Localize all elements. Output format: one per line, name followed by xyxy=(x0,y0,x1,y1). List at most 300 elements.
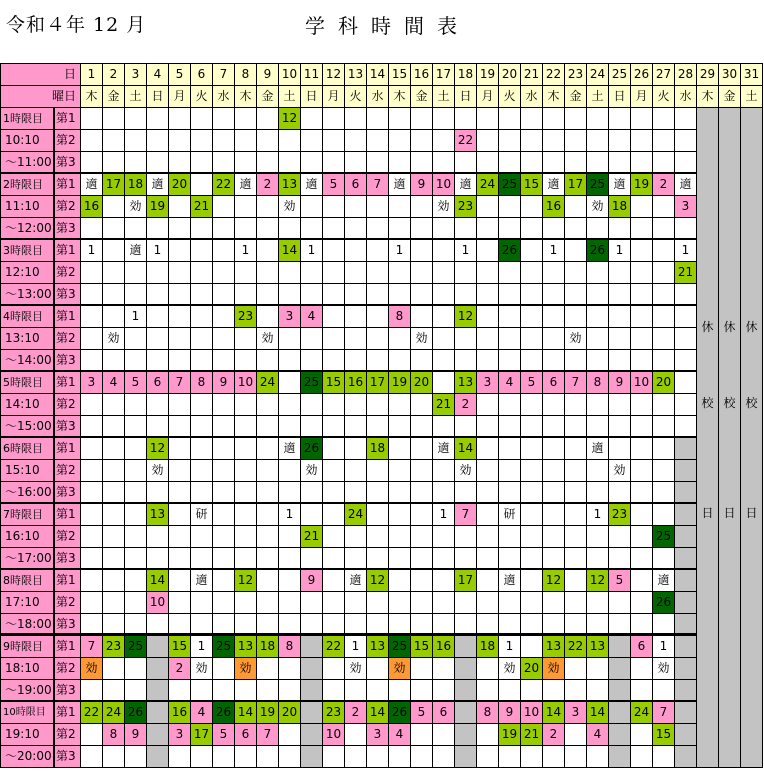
empty-cell xyxy=(344,547,367,570)
schedule-entry: 22 xyxy=(564,635,587,658)
sub-period-label: 第1 xyxy=(54,107,81,130)
empty-cell xyxy=(388,547,411,570)
period-divider xyxy=(0,238,696,240)
period-end: ～17:00 xyxy=(0,547,54,570)
period-end: ～13:00 xyxy=(0,283,54,306)
empty-cell xyxy=(212,195,235,218)
empty-cell xyxy=(410,525,433,548)
empty-cell xyxy=(498,525,521,548)
empty-cell xyxy=(212,151,235,174)
empty-cell xyxy=(300,107,323,130)
schedule-entry: 9 xyxy=(212,371,235,394)
empty-cell xyxy=(564,283,587,306)
empty-cell xyxy=(366,239,389,262)
schedule-entry: 1 xyxy=(344,635,367,658)
empty-cell xyxy=(256,481,279,504)
empty-cell xyxy=(256,459,279,482)
period-name: 10時限目 xyxy=(0,701,54,724)
empty-cell xyxy=(388,525,411,548)
empty-cell xyxy=(344,525,367,548)
empty-cell xyxy=(190,547,213,570)
day-number: 6 xyxy=(190,63,213,86)
schedule-entry: 3 xyxy=(476,371,499,394)
empty-cell xyxy=(542,393,565,416)
day-number: 15 xyxy=(388,63,411,86)
empty-cell xyxy=(102,459,125,482)
schedule-entry: 7 xyxy=(168,371,191,394)
empty-cell xyxy=(454,415,477,438)
empty-cell xyxy=(630,745,653,768)
empty-cell xyxy=(168,481,191,504)
schedule-entry: 19 xyxy=(498,723,521,746)
empty-cell xyxy=(476,481,499,504)
day-number: 13 xyxy=(344,63,367,86)
empty-cell xyxy=(80,327,103,350)
period-name: 5時限目 xyxy=(0,371,54,394)
empty-cell xyxy=(124,261,147,284)
day-number: 4 xyxy=(146,63,169,86)
period-name: 6時限目 xyxy=(0,437,54,460)
schedule-entry: 1 xyxy=(608,239,631,262)
schedule-entry: 3 xyxy=(80,371,103,394)
empty-cell xyxy=(256,503,279,526)
empty-cell xyxy=(278,657,301,680)
schedule-entry: 適 xyxy=(498,569,521,592)
empty-cell xyxy=(102,679,125,702)
empty-cell xyxy=(388,327,411,350)
empty-cell xyxy=(652,745,675,768)
day-number: 20 xyxy=(498,63,521,86)
empty-cell xyxy=(520,107,543,130)
empty-cell xyxy=(564,459,587,482)
schedule-entry: 24 xyxy=(344,503,367,526)
weekday-name: 木 xyxy=(80,85,103,108)
schedule-entry: 19 xyxy=(146,195,169,218)
schedule-entry: 13 xyxy=(366,635,389,658)
empty-cell xyxy=(454,107,477,130)
empty-cell xyxy=(344,327,367,350)
schedule-entry: 18 xyxy=(476,635,499,658)
empty-cell xyxy=(476,679,499,702)
empty-cell xyxy=(190,349,213,372)
schedule-entry: 26 xyxy=(212,701,235,724)
empty-cell xyxy=(432,481,455,504)
schedule-entry: 1 xyxy=(498,635,521,658)
empty-cell xyxy=(652,415,675,438)
empty-cell xyxy=(256,437,279,460)
empty-cell xyxy=(652,217,675,240)
empty-cell xyxy=(344,679,367,702)
empty-cell xyxy=(410,261,433,284)
empty-cell xyxy=(410,305,433,328)
schedule-entry: 効 xyxy=(410,327,433,350)
weekday-name: 日 xyxy=(454,85,477,108)
weekday-name: 木 xyxy=(542,85,565,108)
empty-cell xyxy=(410,393,433,416)
empty-cell xyxy=(520,525,543,548)
empty-cell xyxy=(80,261,103,284)
closed-label: 校 xyxy=(701,396,714,410)
schedule-entry: 22 xyxy=(322,635,345,658)
empty-cell xyxy=(344,745,367,768)
schedule-entry: 2 xyxy=(168,657,191,680)
empty-cell xyxy=(608,701,631,724)
schedule-entry: 15 xyxy=(322,371,345,394)
schedule-entry: 19 xyxy=(256,701,279,724)
schedule-entry: 10 xyxy=(322,723,345,746)
weekday-name: 月 xyxy=(476,85,499,108)
empty-cell xyxy=(630,261,653,284)
schedule-entry: 21 xyxy=(674,261,697,284)
empty-cell xyxy=(630,481,653,504)
empty-cell xyxy=(278,327,301,350)
schedule-entry: 15 xyxy=(520,173,543,196)
empty-cell xyxy=(652,349,675,372)
empty-cell xyxy=(366,261,389,284)
weekday-name: 火 xyxy=(498,85,521,108)
empty-cell xyxy=(520,327,543,350)
empty-cell xyxy=(300,503,323,526)
empty-cell xyxy=(674,503,697,526)
schedule-entry: 13 xyxy=(454,371,477,394)
empty-cell xyxy=(608,591,631,614)
empty-cell xyxy=(388,679,411,702)
closed-label: 日 xyxy=(723,506,736,520)
empty-cell xyxy=(586,745,609,768)
period-divider xyxy=(0,568,696,570)
empty-cell xyxy=(410,657,433,680)
empty-cell xyxy=(410,239,433,262)
empty-cell xyxy=(674,547,697,570)
empty-cell xyxy=(80,437,103,460)
empty-cell xyxy=(542,459,565,482)
empty-cell xyxy=(564,415,587,438)
empty-cell xyxy=(476,239,499,262)
empty-cell xyxy=(190,591,213,614)
schedule-entry: 21 xyxy=(432,393,455,416)
empty-cell xyxy=(454,745,477,768)
schedule-entry: 1 xyxy=(454,239,477,262)
empty-cell xyxy=(652,459,675,482)
schedule-entry: 16 xyxy=(432,635,455,658)
schedule-entry: 効 xyxy=(388,657,411,680)
empty-cell xyxy=(674,305,697,328)
empty-cell xyxy=(234,525,257,548)
empty-cell xyxy=(256,151,279,174)
empty-cell xyxy=(476,503,499,526)
empty-cell xyxy=(344,195,367,218)
weekday-name: 土 xyxy=(740,85,763,108)
empty-cell xyxy=(212,745,235,768)
schedule-entry: 5 xyxy=(608,569,631,592)
empty-cell xyxy=(146,283,169,306)
schedule-entry: 6 xyxy=(542,371,565,394)
empty-cell xyxy=(542,261,565,284)
empty-cell xyxy=(652,261,675,284)
empty-cell xyxy=(190,679,213,702)
month-label: 令和４年 12 月 xyxy=(6,14,147,36)
empty-cell xyxy=(278,217,301,240)
empty-cell xyxy=(278,525,301,548)
empty-cell xyxy=(366,591,389,614)
empty-cell xyxy=(124,415,147,438)
empty-cell xyxy=(124,745,147,768)
empty-cell xyxy=(542,415,565,438)
schedule-entry: 16 xyxy=(80,195,103,218)
empty-cell xyxy=(564,679,587,702)
empty-cell xyxy=(300,745,323,768)
schedule-entry: 20 xyxy=(652,371,675,394)
weekday-name: 土 xyxy=(278,85,301,108)
schedule-entry: 4 xyxy=(102,371,125,394)
empty-cell xyxy=(608,129,631,152)
empty-cell xyxy=(630,569,653,592)
schedule-entry: 13 xyxy=(542,635,565,658)
empty-cell xyxy=(146,305,169,328)
empty-cell xyxy=(498,459,521,482)
empty-cell xyxy=(388,393,411,416)
empty-cell xyxy=(410,283,433,306)
schedule-entry: 4 xyxy=(190,701,213,724)
empty-cell xyxy=(278,349,301,372)
sub-period-label: 第1 xyxy=(54,173,81,196)
empty-cell xyxy=(278,591,301,614)
schedule-entry: 23 xyxy=(608,503,631,526)
empty-cell xyxy=(80,217,103,240)
empty-cell xyxy=(674,283,697,306)
empty-cell xyxy=(278,723,301,746)
day-number: 5 xyxy=(168,63,191,86)
period-start: 19:10 xyxy=(0,723,54,746)
empty-cell xyxy=(674,525,697,548)
empty-cell xyxy=(300,283,323,306)
empty-cell xyxy=(278,261,301,284)
schedule-entry: 20 xyxy=(278,701,301,724)
period-end: ～14:00 xyxy=(0,349,54,372)
weekday-name: 火 xyxy=(190,85,213,108)
empty-cell xyxy=(542,349,565,372)
empty-cell xyxy=(80,723,103,746)
evening-divider xyxy=(0,633,696,636)
empty-cell xyxy=(674,371,697,394)
empty-cell xyxy=(520,503,543,526)
weekday-name: 火 xyxy=(652,85,675,108)
day-number: 25 xyxy=(608,63,631,86)
schedule-entry: 24 xyxy=(476,173,499,196)
weekday-name: 水 xyxy=(674,85,697,108)
empty-cell xyxy=(168,261,191,284)
empty-cell xyxy=(564,305,587,328)
schedule-entry: 適 xyxy=(674,173,697,196)
empty-cell xyxy=(652,393,675,416)
schedule-entry: 13 xyxy=(278,173,301,196)
empty-cell xyxy=(476,745,499,768)
empty-cell xyxy=(366,481,389,504)
period-start: 18:10 xyxy=(0,657,54,680)
empty-cell xyxy=(388,437,411,460)
weekday-name: 金 xyxy=(564,85,587,108)
schedule-entry: 8 xyxy=(102,723,125,746)
empty-cell xyxy=(124,503,147,526)
sub-period-label: 第3 xyxy=(54,679,81,702)
empty-cell xyxy=(674,217,697,240)
empty-cell xyxy=(168,459,191,482)
empty-cell xyxy=(300,723,323,746)
empty-cell xyxy=(322,547,345,570)
empty-cell xyxy=(366,129,389,152)
empty-cell xyxy=(542,327,565,350)
empty-cell xyxy=(586,459,609,482)
empty-cell xyxy=(322,283,345,306)
empty-cell xyxy=(80,459,103,482)
empty-cell xyxy=(432,129,455,152)
empty-cell xyxy=(322,591,345,614)
schedule-entry: 26 xyxy=(586,239,609,262)
empty-cell xyxy=(234,217,257,240)
empty-cell xyxy=(146,327,169,350)
empty-cell xyxy=(476,657,499,680)
empty-cell xyxy=(146,723,169,746)
empty-cell xyxy=(410,107,433,130)
empty-cell xyxy=(630,283,653,306)
empty-cell xyxy=(234,679,257,702)
period-end: ～12:00 xyxy=(0,217,54,240)
schedule-entry: 適 xyxy=(344,569,367,592)
schedule-entry: 1 xyxy=(124,305,147,328)
empty-cell xyxy=(542,437,565,460)
empty-cell xyxy=(432,239,455,262)
empty-cell xyxy=(102,261,125,284)
empty-cell xyxy=(608,217,631,240)
weekday-name: 木 xyxy=(388,85,411,108)
empty-cell xyxy=(212,525,235,548)
empty-cell xyxy=(102,283,125,306)
empty-cell xyxy=(586,349,609,372)
empty-cell xyxy=(256,547,279,570)
empty-cell xyxy=(212,657,235,680)
empty-cell xyxy=(124,657,147,680)
empty-cell xyxy=(630,393,653,416)
empty-cell xyxy=(652,151,675,174)
weekday-name: 日 xyxy=(300,85,323,108)
empty-cell xyxy=(630,107,653,130)
weekday-name: 金 xyxy=(718,85,741,108)
schedule-entry: 15 xyxy=(410,635,433,658)
schedule-entry: 23 xyxy=(102,635,125,658)
schedule-entry: 適 xyxy=(608,173,631,196)
empty-cell xyxy=(410,481,433,504)
schedule-entry: 適 xyxy=(300,173,323,196)
empty-cell xyxy=(124,459,147,482)
empty-cell xyxy=(520,217,543,240)
empty-cell xyxy=(498,547,521,570)
schedule-entry: 12 xyxy=(234,569,257,592)
schedule-entry: 適 xyxy=(432,437,455,460)
empty-cell xyxy=(212,129,235,152)
schedule-entry: 19 xyxy=(388,371,411,394)
empty-cell xyxy=(432,657,455,680)
weekday-name: 土 xyxy=(432,85,455,108)
empty-cell xyxy=(388,107,411,130)
day-number: 27 xyxy=(652,63,675,86)
empty-cell xyxy=(322,239,345,262)
empty-cell xyxy=(388,283,411,306)
empty-cell xyxy=(454,525,477,548)
empty-cell xyxy=(410,547,433,570)
empty-cell xyxy=(124,107,147,130)
schedule-entry: 適 xyxy=(80,173,103,196)
day-number: 17 xyxy=(432,63,455,86)
schedule-entry: 効 xyxy=(190,657,213,680)
empty-cell xyxy=(630,349,653,372)
empty-cell xyxy=(146,129,169,152)
schedule-entry: 2 xyxy=(652,173,675,196)
weekday-name: 火 xyxy=(344,85,367,108)
empty-cell xyxy=(432,569,455,592)
empty-cell xyxy=(674,745,697,768)
empty-cell xyxy=(652,547,675,570)
empty-cell xyxy=(212,591,235,614)
schedule-entry: 17 xyxy=(366,371,389,394)
empty-cell xyxy=(146,657,169,680)
empty-cell xyxy=(564,745,587,768)
empty-cell xyxy=(146,107,169,130)
sub-period-label: 第2 xyxy=(54,195,81,218)
day-number: 10 xyxy=(278,63,301,86)
empty-cell xyxy=(234,745,257,768)
closed-column xyxy=(740,107,763,768)
schedule-entry: 効 xyxy=(124,195,147,218)
sub-period-label: 第3 xyxy=(54,745,81,768)
empty-cell xyxy=(630,151,653,174)
empty-cell xyxy=(300,481,323,504)
empty-cell xyxy=(300,195,323,218)
empty-cell xyxy=(586,525,609,548)
schedule-entry: 9 xyxy=(410,173,433,196)
day-number: 3 xyxy=(124,63,147,86)
empty-cell xyxy=(146,261,169,284)
empty-cell xyxy=(498,151,521,174)
empty-cell xyxy=(410,745,433,768)
empty-cell xyxy=(212,107,235,130)
schedule-entry: 効 xyxy=(542,657,565,680)
empty-cell xyxy=(652,327,675,350)
sub-period-label: 第1 xyxy=(54,503,81,526)
weekday-name: 水 xyxy=(212,85,235,108)
empty-cell xyxy=(432,591,455,614)
empty-cell xyxy=(432,745,455,768)
schedule-entry: 17 xyxy=(564,173,587,196)
sub-period-label: 第2 xyxy=(54,657,81,680)
empty-cell xyxy=(234,349,257,372)
empty-cell xyxy=(630,415,653,438)
empty-cell xyxy=(102,129,125,152)
day-number: 26 xyxy=(630,63,653,86)
schedule-entry: 効 xyxy=(608,459,631,482)
empty-cell xyxy=(234,327,257,350)
schedule-entry: 効 xyxy=(432,195,455,218)
empty-cell xyxy=(410,151,433,174)
empty-cell xyxy=(278,459,301,482)
sub-period-label: 第3 xyxy=(54,481,81,504)
empty-cell xyxy=(168,415,191,438)
empty-cell xyxy=(630,129,653,152)
empty-cell xyxy=(674,481,697,504)
empty-cell xyxy=(102,591,125,614)
empty-cell xyxy=(300,547,323,570)
empty-cell xyxy=(410,591,433,614)
empty-cell xyxy=(256,239,279,262)
